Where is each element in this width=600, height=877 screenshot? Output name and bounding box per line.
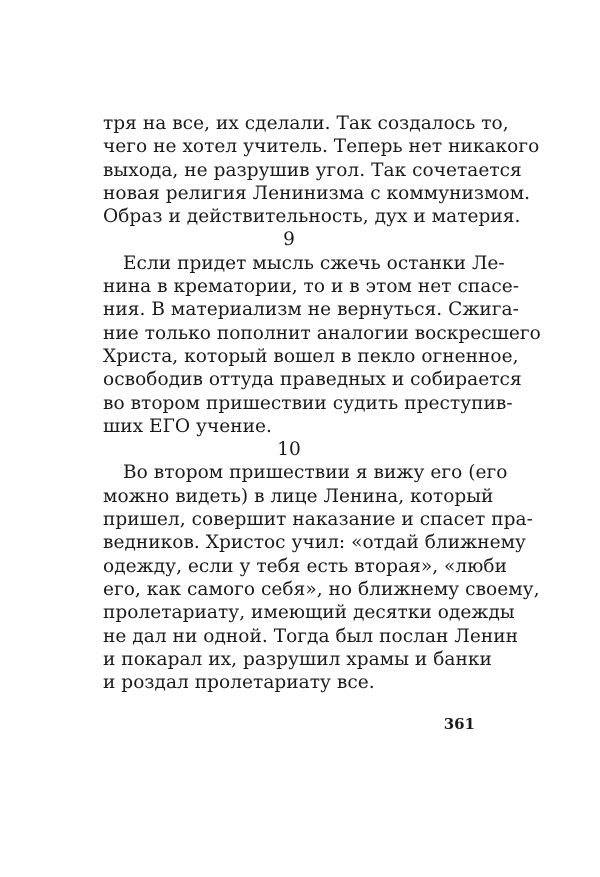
text-line: выхода, не разрушив угол. Так сочетается [103,159,522,181]
text-line: пришел, совершит наказание и спасет пра- [103,509,533,531]
text-line: пролетариату, имеющий десятки одежды [103,602,515,624]
text-line: не дал ни одной. Тогда был послан Ленин [103,625,518,647]
text-line: во втором пришествии судить преступив- [103,392,513,414]
text-line: новая религия Ленинизма с коммунизмом. [103,182,531,204]
text-line: Во втором пришествии я вижу его (его [123,462,508,484]
text-line: чего не хотел учитель. Теперь нет никакого [103,136,540,158]
text-line: Христа, который вошел в пекло огненное, [103,345,519,367]
section-10-paragraph [103,461,540,694]
section-number-10: 10 [277,439,301,461]
text-line: ведников. Христос учил: «отдай ближнему [103,532,526,554]
text-line: ния. В материализм не вернуться. Сжига- [103,299,519,321]
text-block [103,112,541,694]
text-line: и роздал пролетариату все. [103,672,375,694]
text-line: Если придет мысль сжечь останки Ле- [123,252,505,274]
text-line: нина в крематории, то и в этом нет спасе- [103,276,520,298]
text-line: тря на все, их сделали. Так создалось то, [103,113,509,134]
section-number-9: 9 [283,229,295,251]
text-line: ших ЕГО учение. [103,415,272,437]
section-9-paragraph [103,252,541,438]
text-line: освободив оттуда праведных и собирается [103,369,522,391]
page-number: 361 [443,715,475,733]
text-line: можно видеть) в лице Ленина, который [103,485,494,507]
text-line: Образ и действительность, дух и материя. [103,206,521,228]
text-line: и покарал их, разрушил храмы и банки [103,648,492,670]
text-line: его, как самого себя», но ближнему своему, [103,578,540,600]
text-line: одежду, если у тебя есть вторая», «люби [103,555,507,577]
paragraph-continuation [103,112,540,228]
text-line: ние только пополнит аналогии воскресшего [103,322,541,344]
